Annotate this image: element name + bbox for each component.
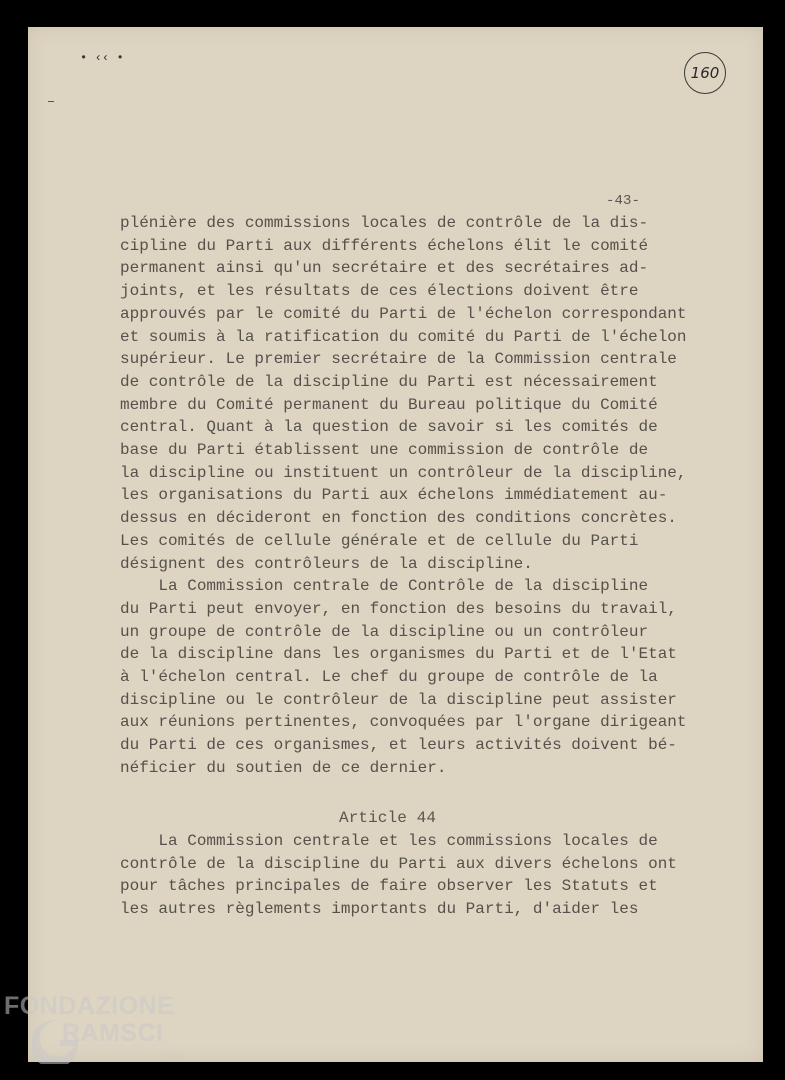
text-line: pour tâches principales de faire observer les Statuts et — [120, 877, 658, 896]
watermark-suffix: onlus — [162, 1050, 184, 1060]
text-line: un groupe de contrôle de la discipline ou un contrôleur — [120, 622, 649, 641]
margin-dash — [48, 101, 54, 102]
text-line: supérieur. Le premier secrétaire de la Commission centrale — [120, 350, 677, 369]
watermark-line-1: FONDAZIONE — [4, 992, 175, 1020]
text-line: Les comités de cellule générale et de cellule du Parti — [120, 531, 639, 550]
text-line: et soumis à la ratification du comité du Parti de l'échelon — [120, 327, 687, 346]
text-line: contrôle de la discipline du Parti aux divers échelons ont — [120, 854, 677, 873]
text-line: La Commission centrale et les commissions locales de — [120, 832, 658, 850]
document-page — [28, 27, 763, 1062]
top-marks: • ‹‹ • — [80, 51, 124, 65]
text-line: joints, et les résultats de ces élections doivent être — [120, 282, 639, 301]
text-line: du Parti peut envoyer, en fonction des besoins du travail, — [120, 599, 677, 618]
text-line: désignent des contrôleurs de la discipline. — [120, 554, 533, 573]
text-line: base du Parti établissent une commission de contrôle de — [120, 441, 649, 459]
watermark-line-2: RAMSCI — [62, 1019, 164, 1047]
text-line: aux réunions pertinentes, convoquées par l'organe dirigeant — [120, 713, 687, 732]
text-line: permanent ainsi qu'un secrétaire et des secrétaires ad- — [120, 259, 649, 278]
text-line: à l'échelon central. Le chef du groupe de contrôle de la — [120, 668, 658, 686]
text-line: approuvés par le comité du Parti de l'échelon correspondant — [120, 304, 687, 323]
text-line: les organisations du Parti aux échelons immédiatement au- — [120, 486, 668, 505]
archive-number-stamp: 160 — [684, 52, 726, 94]
fondazione-gramsci-watermark — [4, 992, 194, 1080]
text-line: dessus en décideront en fonction des conditions concrètes. — [120, 509, 677, 528]
text-line: discipline ou le contrôleur de la discipline peut assister — [120, 690, 677, 709]
text-line: les autres règlements importants du Parti, d'aider les — [120, 900, 639, 919]
text-line: du Parti de ces organismes, et leurs activités doivent bé- — [120, 736, 677, 755]
article-heading: Article 44 — [339, 809, 437, 827]
text-line: La Commission centrale de Contrôle de la discipline — [120, 577, 649, 596]
text-line: central. Quant à la question de savoir si les comités de — [120, 418, 658, 437]
text-line: membre du Comité permanent du Bureau politique du Comité — [120, 395, 658, 414]
text-line: de contrôle de la discipline du Parti est nécessairement — [120, 372, 658, 391]
text-line: néficier du soutien de ce dernier. — [120, 758, 447, 777]
text-line: de la discipline dans les organismes du Parti et de l'Etat — [120, 645, 677, 664]
text-line: la discipline ou instituent un contrôleur de la discipline, — [120, 463, 687, 482]
text-line: cipline du Parti aux différents échelons élit le comité — [120, 236, 649, 255]
text-line: plénière des commissions locales de contrôle de la dis- — [120, 214, 649, 232]
page-number: -43- — [606, 193, 641, 209]
